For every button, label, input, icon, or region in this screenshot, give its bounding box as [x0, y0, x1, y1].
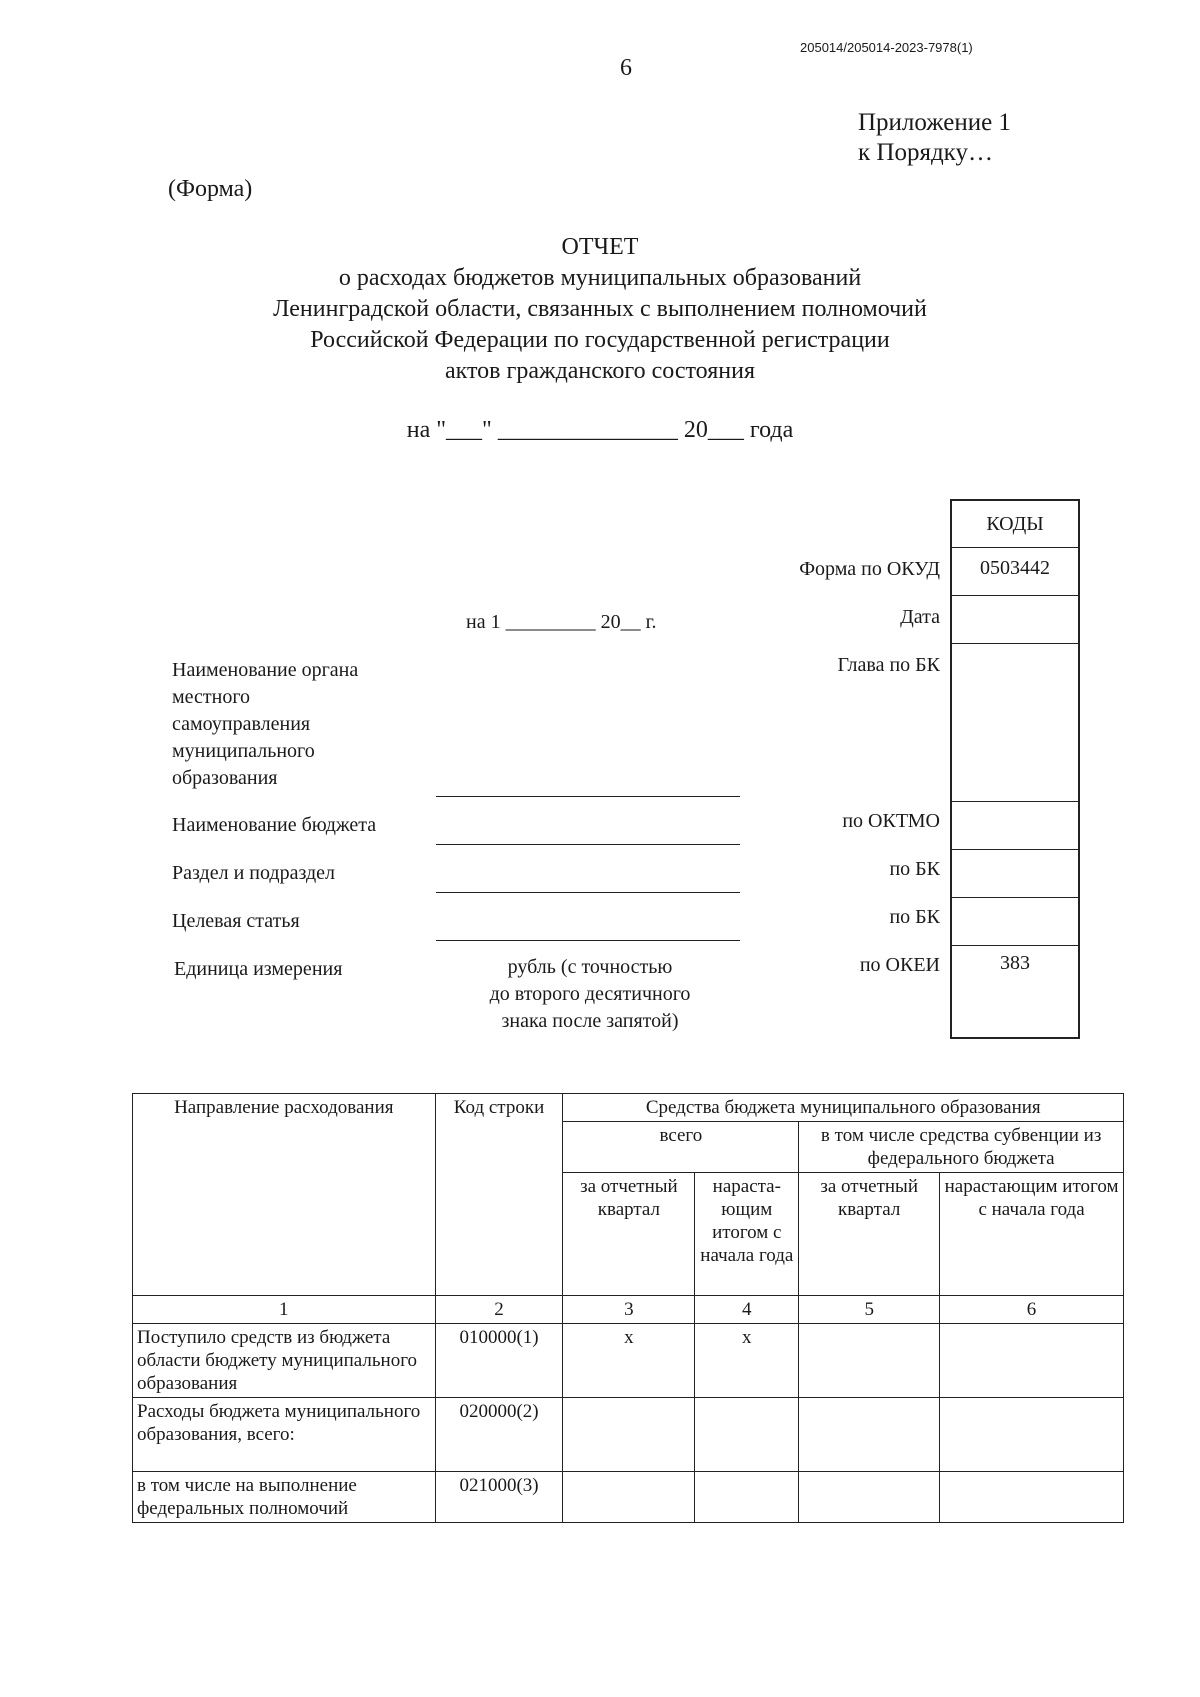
- on-date-line: на 1 _________ 20__ г.: [466, 611, 657, 633]
- target-field[interactable]: [436, 940, 740, 941]
- bk1-code-cell: [952, 850, 1078, 898]
- row-cell-6[interactable]: [940, 1398, 1124, 1472]
- header-subvention: в том числе средства субвенции из федерального бюджета: [799, 1122, 1124, 1173]
- col-number-5: 5: [799, 1296, 940, 1324]
- row-direction: Расходы бюджета муниципального образования, всего:: [133, 1398, 436, 1472]
- row-direction: Поступило средств из бюджета области бюджету муниципального образования: [133, 1324, 436, 1398]
- row-code: 020000(2): [435, 1398, 563, 1472]
- budget-name-field[interactable]: [436, 844, 740, 845]
- header-total-quarter: за отчетный квартал: [563, 1173, 695, 1296]
- date-code-cell: [952, 596, 1078, 644]
- form-label: (Форма): [168, 176, 253, 202]
- row-cell-4[interactable]: [695, 1472, 799, 1523]
- header-total: всего: [563, 1122, 799, 1173]
- appendix-line-2: к Порядку…: [858, 139, 993, 166]
- row-cell-6[interactable]: [940, 1472, 1124, 1523]
- report-title-line-2: Ленинградской области, связанных с выполнением полномочий: [273, 296, 927, 322]
- row-cell-4[interactable]: [695, 1398, 799, 1472]
- budget-name-label: Наименование бюджета: [172, 814, 377, 836]
- table-row: [133, 1472, 1124, 1523]
- section-label: Раздел и подраздел: [172, 862, 336, 884]
- col-number-2: 2: [435, 1296, 563, 1324]
- unit-value: [440, 954, 740, 1035]
- org-name-label: [172, 657, 358, 792]
- okei-label: по ОКЕИ: [859, 954, 940, 976]
- glava-code-cell: [952, 644, 1078, 802]
- report-title-line-3: Российской Федерации по государственной регистрации: [310, 327, 890, 353]
- appendix-line-1: Приложение 1: [858, 109, 1011, 136]
- okei-value: 383: [1000, 952, 1030, 974]
- header-funds: Средства бюджета муниципального образования: [563, 1094, 1124, 1122]
- report-title-line-4: актов гражданского состояния: [444, 358, 755, 384]
- appendix-note: [858, 108, 1011, 168]
- row-cell-4: х: [695, 1324, 799, 1398]
- document-id: 205014/205014-2023-7978(1): [800, 40, 973, 55]
- section-field[interactable]: [436, 892, 740, 893]
- header-subvention-quarter: за отчетный квартал: [799, 1173, 940, 1296]
- org-name-line-4: муниципального: [172, 740, 315, 762]
- row-code: 021000(3): [435, 1472, 563, 1523]
- bk2-label: по БК: [889, 906, 940, 928]
- row-cell-3[interactable]: [563, 1472, 695, 1523]
- unit-value-line-1: рубль (с точностью: [507, 956, 673, 978]
- unit-value-line-2: до второго десятичного: [489, 983, 691, 1005]
- okud-label: Форма по ОКУД: [799, 558, 940, 580]
- row-cell-6[interactable]: [940, 1324, 1124, 1398]
- report-heading: ОТЧЕТ: [561, 234, 639, 260]
- header-code: Код строки: [435, 1094, 563, 1296]
- codes-header: КОДЫ: [952, 501, 1078, 548]
- codes-box: [950, 499, 1080, 1039]
- org-name-line-5: образования: [172, 767, 278, 789]
- org-name-field[interactable]: [436, 796, 740, 797]
- row-cell-5[interactable]: [799, 1472, 940, 1523]
- col-number-4: 4: [695, 1296, 799, 1324]
- expenses-table: [132, 1093, 1124, 1523]
- header-direction: Направление расходования: [133, 1094, 436, 1296]
- glava-label: Глава по БК: [837, 654, 940, 676]
- unit-label: Единица измерения: [174, 958, 343, 980]
- col-number-1: 1: [133, 1296, 436, 1324]
- unit-value-line-3: знака после запятой): [501, 1010, 679, 1032]
- row-cell-3[interactable]: [563, 1398, 695, 1472]
- org-name-line-3: самоуправления: [172, 713, 311, 735]
- col-number-6: 6: [940, 1296, 1124, 1324]
- report-title-line-1: о расходах бюджетов муниципальных образований: [338, 265, 862, 291]
- header-total-cumulative: нараста-ющим итогом с начала года: [695, 1173, 799, 1296]
- row-code: 010000(1): [435, 1324, 563, 1398]
- row-cell-5[interactable]: [799, 1398, 940, 1472]
- target-label: Целевая статья: [172, 910, 300, 932]
- org-name-line-1: Наименование органа: [172, 659, 359, 681]
- org-name-line-2: местного: [172, 686, 251, 708]
- oktmo-label: по ОКТМО: [842, 810, 940, 832]
- date-label: Дата: [900, 606, 940, 628]
- report-date-line: на "___" _______________ 20___ года: [406, 417, 794, 443]
- bk2-code-cell: [952, 898, 1078, 946]
- row-cell-3: х: [563, 1324, 695, 1398]
- row-cell-5[interactable]: [799, 1324, 940, 1398]
- bk1-label: по БК: [889, 858, 940, 880]
- table-row: [133, 1324, 1124, 1398]
- page-number: 6: [620, 55, 632, 81]
- header-subvention-cumulative: нарастающим итогом с начала года: [940, 1173, 1124, 1296]
- oktmo-code-cell: [952, 802, 1078, 850]
- row-direction: в том числе на выполнение федеральных полномочий: [133, 1472, 436, 1523]
- col-number-3: 3: [563, 1296, 695, 1324]
- table-row: [133, 1398, 1124, 1472]
- okud-value: 0503442: [952, 548, 1078, 596]
